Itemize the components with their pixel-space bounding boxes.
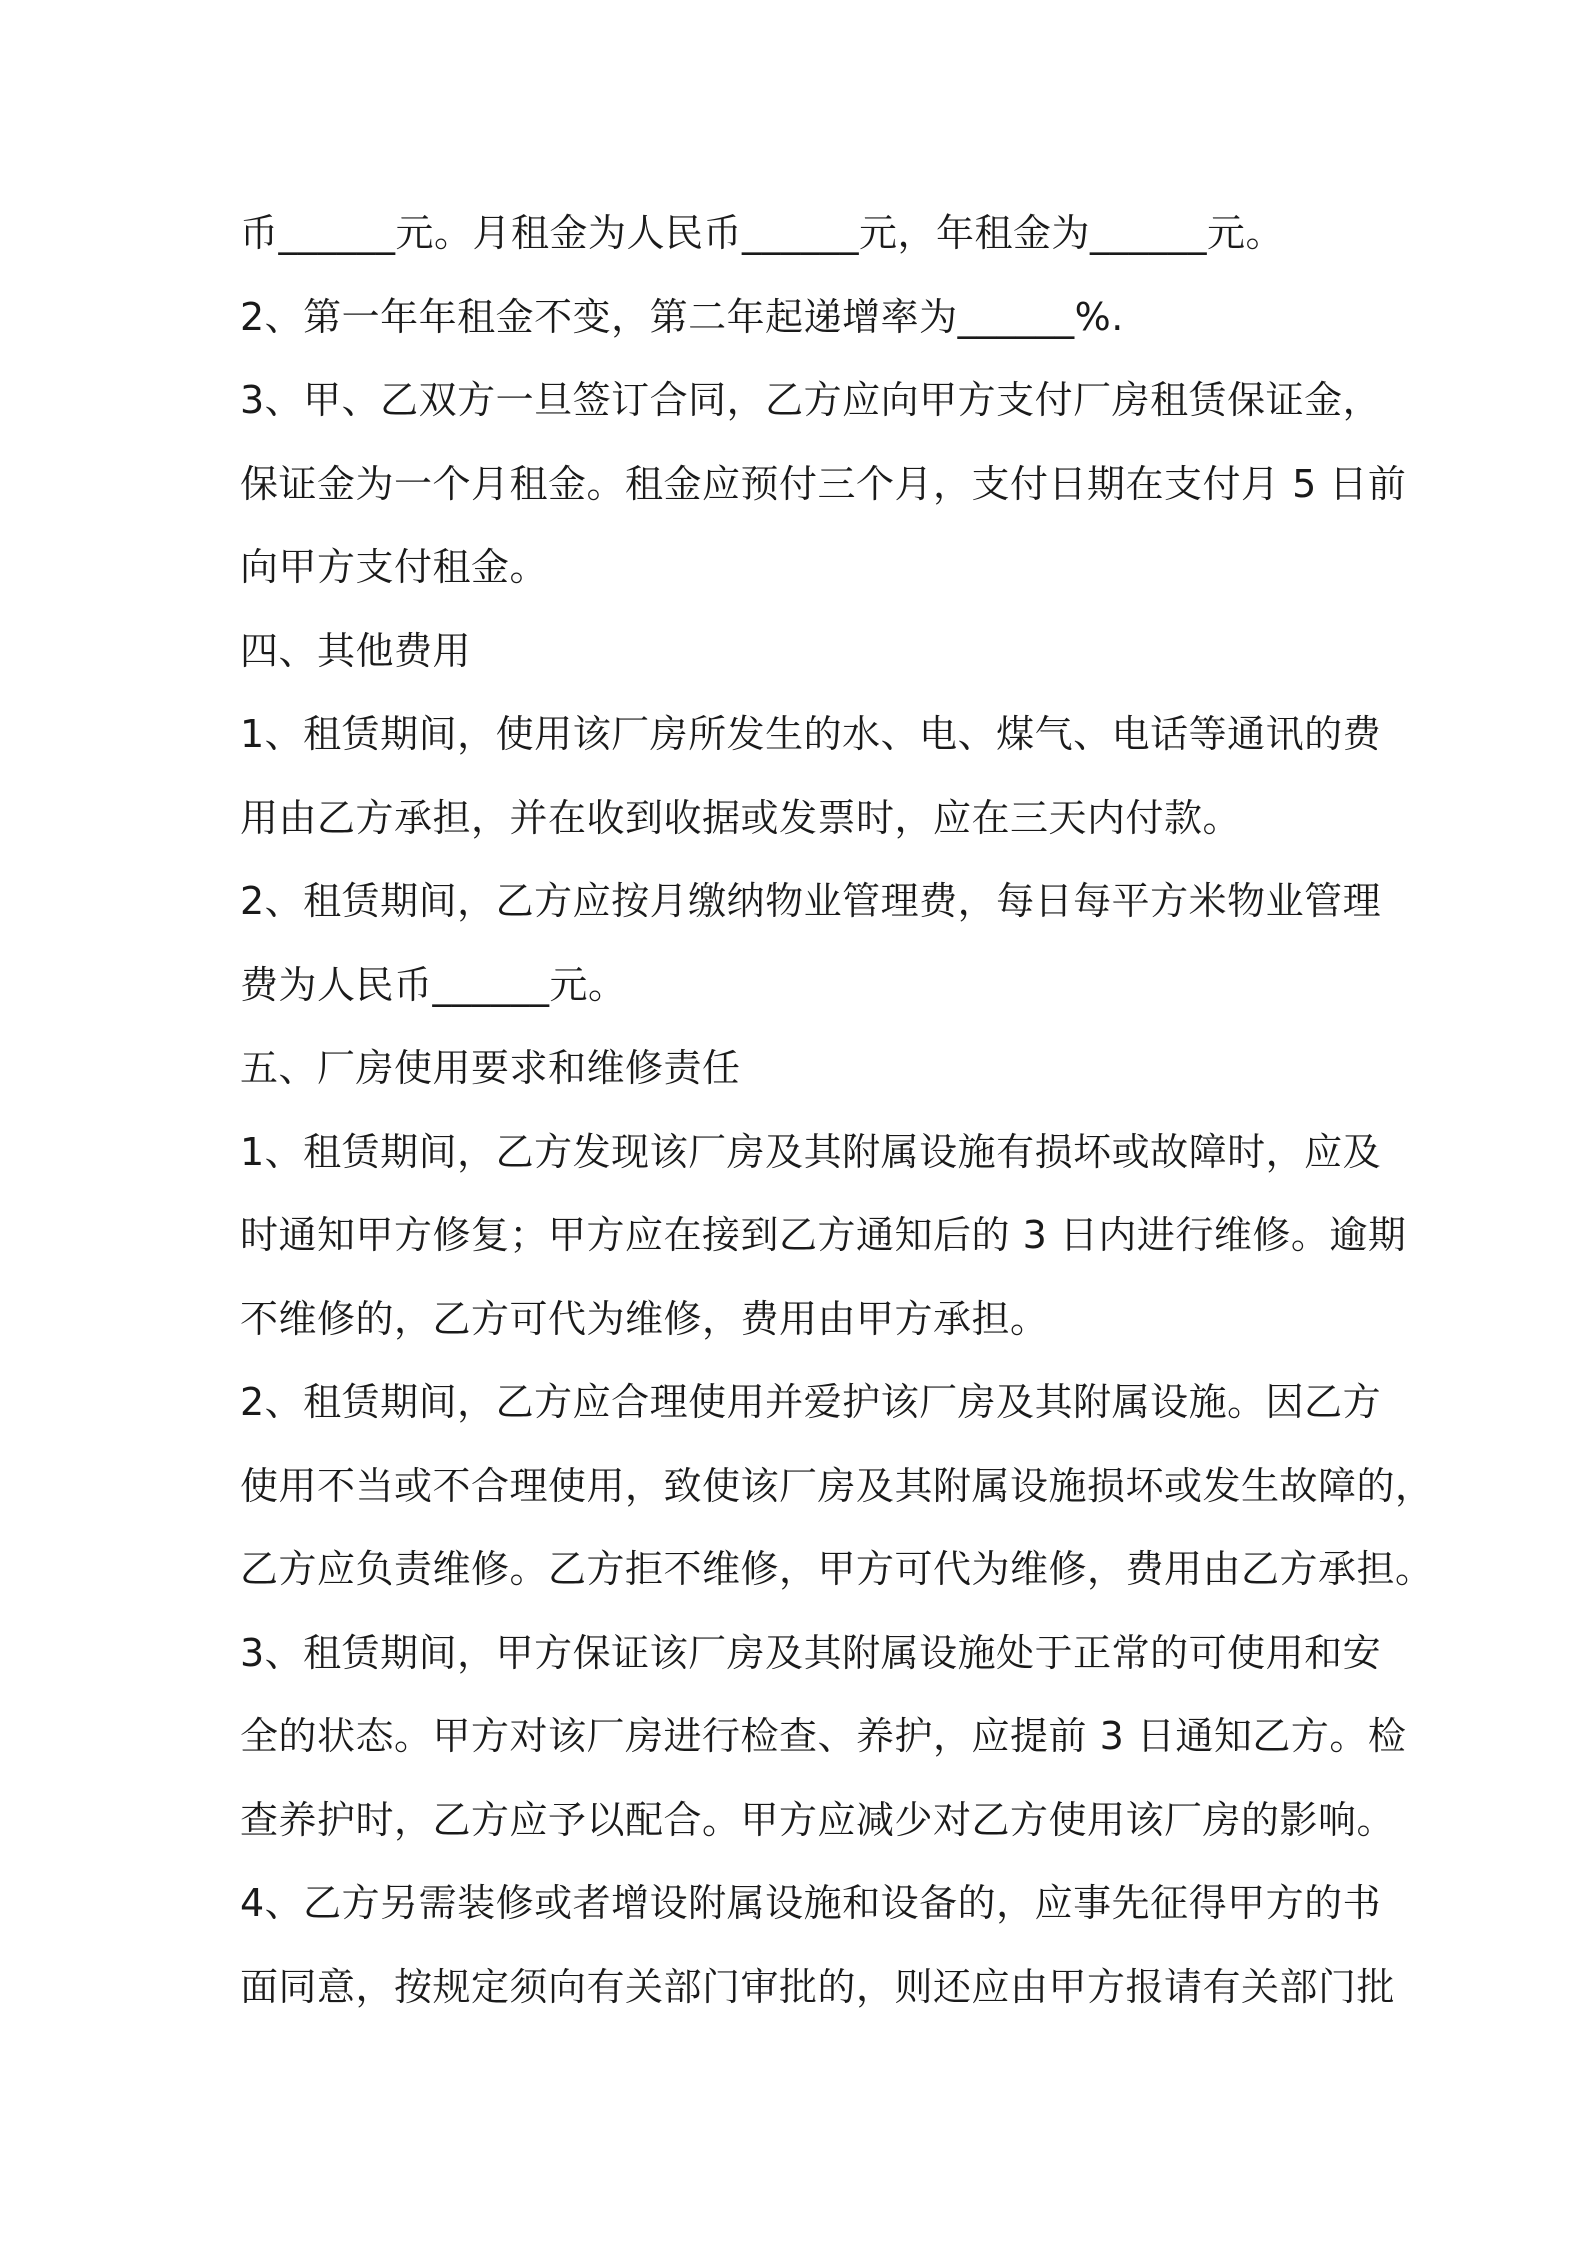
text-line-deposit-3: 向甲方支付租金。	[240, 545, 549, 589]
text-line-repair-2: 时通知甲方修复；甲方应在接到乙方通知后的 3 日内进行维修。逾期	[240, 1213, 1407, 1257]
text-line-rent-increase: 2、第一年年租金不变，第二年起递增率为______%.	[240, 294, 1124, 339]
text-line-utilities-1: 1、租赁期间，使用该厂房所发生的水、电、煤气、电话等通讯的费	[240, 712, 1382, 756]
text-line-deposit-1: 3、甲、乙双方一旦签订合同，乙方应向甲方支付厂房租赁保证金，	[240, 378, 1382, 422]
text-line-proper-use-2: 使用不当或不合理使用，致使该厂房及其附属设施损坏或发生故障的，	[240, 1463, 1434, 1508]
text-line-repair-3: 不维修的，乙方可代为维修，费用由甲方承担。	[240, 1296, 1049, 1341]
document-body	[240, 192, 1434, 2029]
text-line-safety-1: 3、租赁期间，甲方保证该厂房及其附属设施处于正常的可使用和安	[240, 1630, 1382, 1675]
section-heading-maintenance: 五、厂房使用要求和维修责任	[240, 1046, 741, 1090]
text-line-safety-2: 全的状态。甲方对该厂房进行检查、养护，应提前 3 日通知乙方。检	[240, 1714, 1407, 1758]
text-line-utilities-2: 用由乙方承担，并在收到收据或发票时，应在三天内付款。	[240, 795, 1242, 840]
text-line-renovation-2: 面同意，按规定须向有关部门审批的，则还应由甲方报请有关部门批	[240, 1964, 1396, 2009]
text-line-proper-use-3: 乙方应负责维修。乙方拒不维修，甲方可代为维修，费用由乙方承担。	[240, 1547, 1434, 1591]
text-line-renovation-1: 4、乙方另需装修或者增设附属设施和设备的，应事先征得甲方的书	[240, 1881, 1382, 1925]
text-line-property-fee-1: 2、租赁期间，乙方应按月缴纳物业管理费，每日每平方米物业管理	[240, 879, 1382, 923]
section-heading-other-fees: 四、其他费用	[240, 628, 472, 673]
text-line-property-fee-2: 费为人民币______元。	[240, 962, 627, 1007]
text-line-safety-3: 查养护时，乙方应予以配合。甲方应减少对乙方使用该厂房的影响。	[240, 1797, 1396, 1842]
text-line-deposit-2: 保证金为一个月租金。租金应预付三个月，支付日期在支付月 5 日前	[240, 461, 1407, 506]
text-line-rent-amounts: 币______元。月租金为人民币______元，年租金为______元。	[240, 211, 1285, 255]
text-line-proper-use-1: 2、租赁期间，乙方应合理使用并爱护该厂房及其附属设施。因乙方	[240, 1380, 1382, 1424]
text-line-repair-1: 1、租赁期间，乙方发现该厂房及其附属设施有损坏或故障时，应及	[240, 1129, 1382, 1174]
